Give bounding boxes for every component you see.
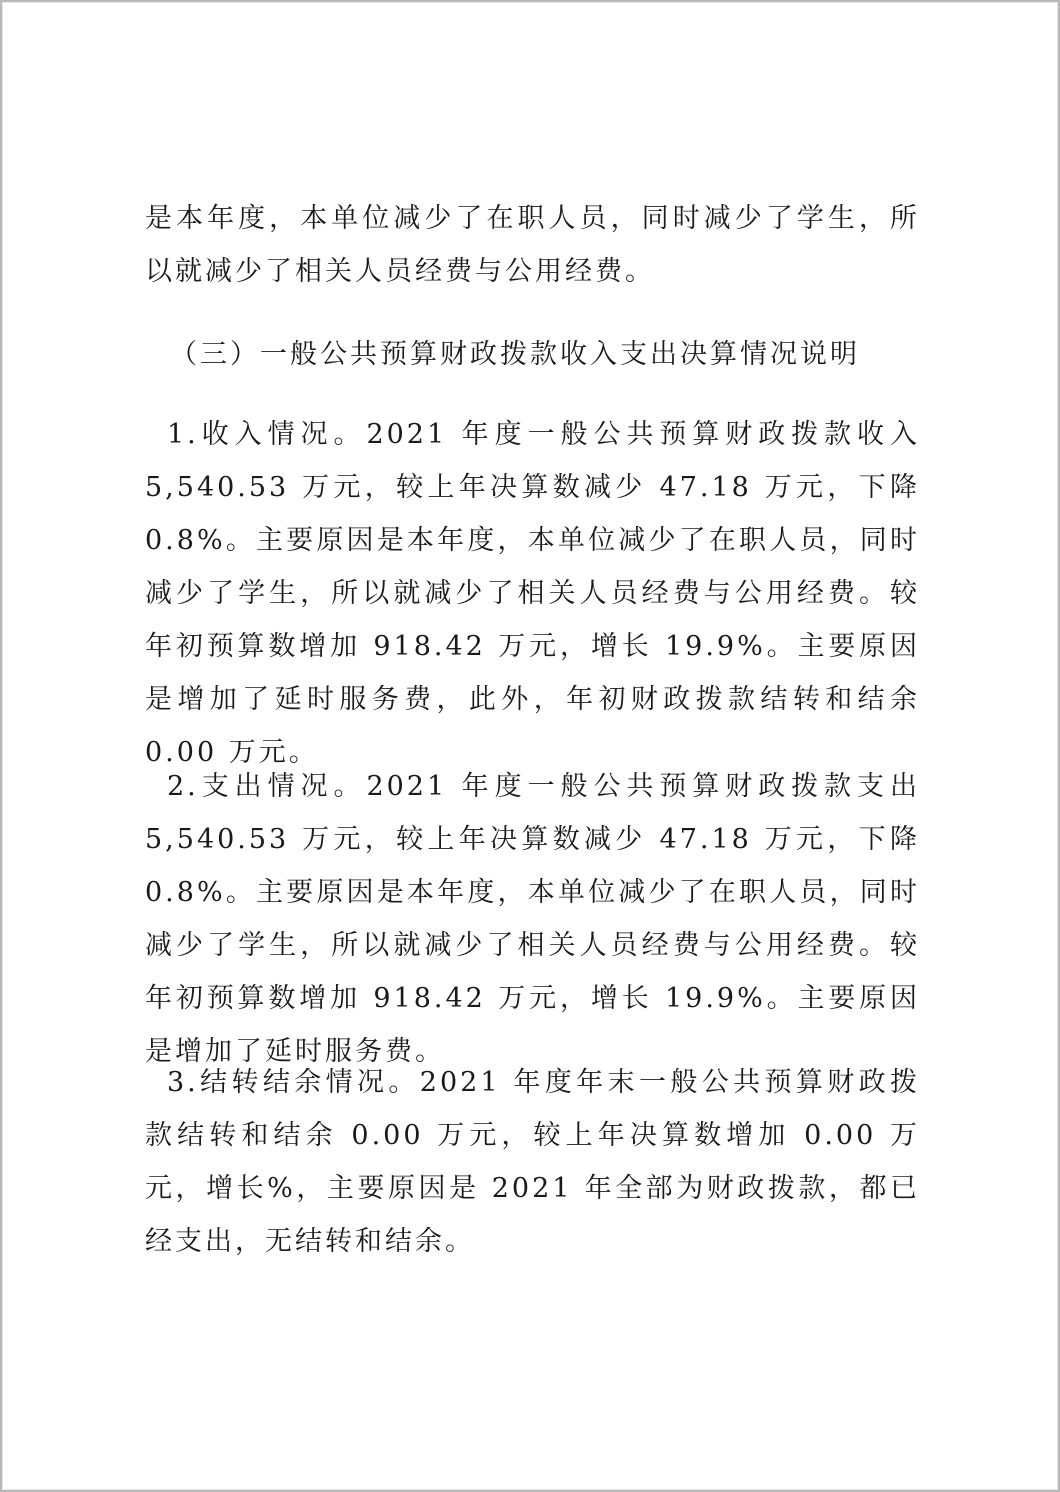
income-paragraph: 1.收入情况。2021 年度一般公共预算财政拨款收入 5,540.53 万元，较上年决算数减少 47.18 万元，下降 0.8%。主要原因是本年度，本单位减少了在职人员，同时减少了学生，所以就减少了相关人员经费与公用经费。较年初预算数增加 918.42 万元，增长 19.9%。主要原因是增加了延时服务费，此外，年初财政拨款结转和结余 0.00 万元。 [145, 419, 920, 768]
carryover-paragraph: 3.结转结余情况。2021 年度年末一般公共预算财政拨款结转和结余 0.00 万元，较上年决算数增加 0.00 万元，增长%，主要原因是 2021 年全部为财政拨款，都已经支出，无结转和结余。 [145, 1067, 920, 1257]
intro-paragraph: 是本年度，本单位减少了在职人员，同时减少了学生，所以就减少了相关人员经费与公用经费。 [145, 203, 920, 287]
section-heading: （三）一般公共预算财政拨款收入支出决算情况说明 [170, 339, 860, 370]
expense-paragraph: 2.支出情况。2021 年度一般公共预算财政拨款支出 5,540.53 万元，较上年决算数减少 47.18 万元，下降 0.8%。主要原因是本年度，本单位减少了在职人员，同时减少了学生，所以就减少了相关人员经费与公用经费。较年初预算数增加 918.42 万元，增长 19.9%。主要原因是增加了延时服务费。 [145, 771, 920, 1067]
